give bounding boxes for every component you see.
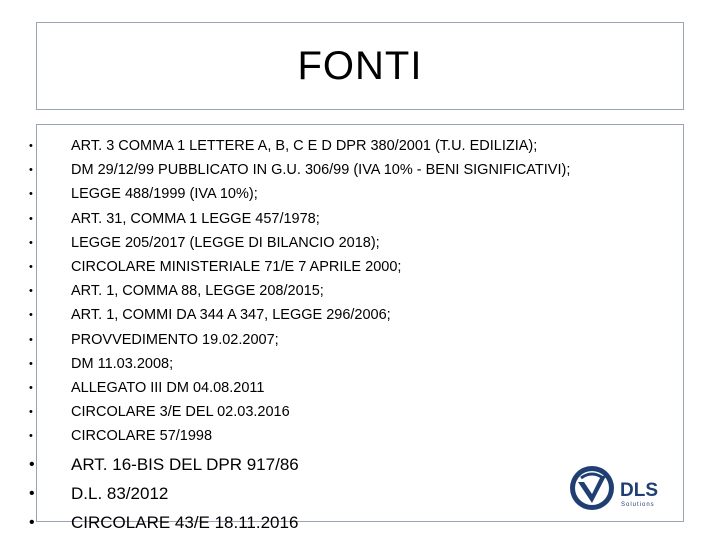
bullet-icon: • [29,513,35,531]
source-text: CIRCOLARE 43/E 18.11.2016 [71,512,299,532]
bullet-icon: • [29,382,33,394]
bullet-icon: • [29,484,35,502]
bullet-icon: • [29,212,33,225]
source-text: ART. 16-BIS DEL DPR 917/86 [71,454,299,474]
source-text: D.L. 83/2012 [71,483,169,503]
source-text: PROVVEDIMENTO 19.02.2007; [71,331,279,348]
source-text: DM 29/12/99 PUBBLICATO IN G.U. 306/99 (IVA 10% - BENI SIGNIFICATIVI); [71,162,571,179]
bullet-icon: • [29,140,33,152]
logo-tagline: Solutions [621,502,655,508]
bullet-icon: • [29,236,33,249]
logo-wordmark: DLS [620,480,658,501]
source-text: ART. 1, COMMA 88, LEGGE 208/2015; [71,283,324,300]
source-text: DM 11.03.2008; [71,355,174,372]
source-text: LEGGE 205/2017 (LEGGE DI BILANCIO 2018); [71,234,380,251]
dls-logo [568,460,678,516]
source-text: CIRCOLARE MINISTERIALE 71/E 7 APRILE 2000; [71,259,402,275]
bullet-icon: • [29,333,33,346]
source-text: ART. 3 COMMA 1 LETTERE A, B, C E D DPR 380/2001 (T.U. EDILIZIA); [71,138,538,154]
bullet-icon: • [29,406,33,419]
slide-title: FONTI [297,43,423,88]
source-text: CIRCOLARE 3/E DEL 02.03.2016 [71,404,290,421]
bullet-icon: • [29,164,33,177]
bullet-icon: • [29,430,33,443]
source-text: ART. 31, COMMA 1 LEGGE 457/1978; [71,210,320,227]
bullet-icon: • [29,455,35,473]
bullet-icon: • [29,357,33,370]
source-text: ALLEGATO III DM 04.08.2011 [71,380,265,396]
bullet-icon: • [29,309,33,322]
bullet-icon: • [29,188,33,201]
source-text: ART. 1, COMMI DA 344 A 347, LEGGE 296/2006; [71,307,391,324]
bullet-icon: • [29,261,33,273]
source-text: CIRCOLARE 57/1998 [71,428,213,445]
bullet-icon: • [29,285,33,298]
dls-emblem-icon [570,466,614,510]
source-text: LEGGE 488/1999 (IVA 10%); [71,186,258,203]
title-box [36,22,684,110]
